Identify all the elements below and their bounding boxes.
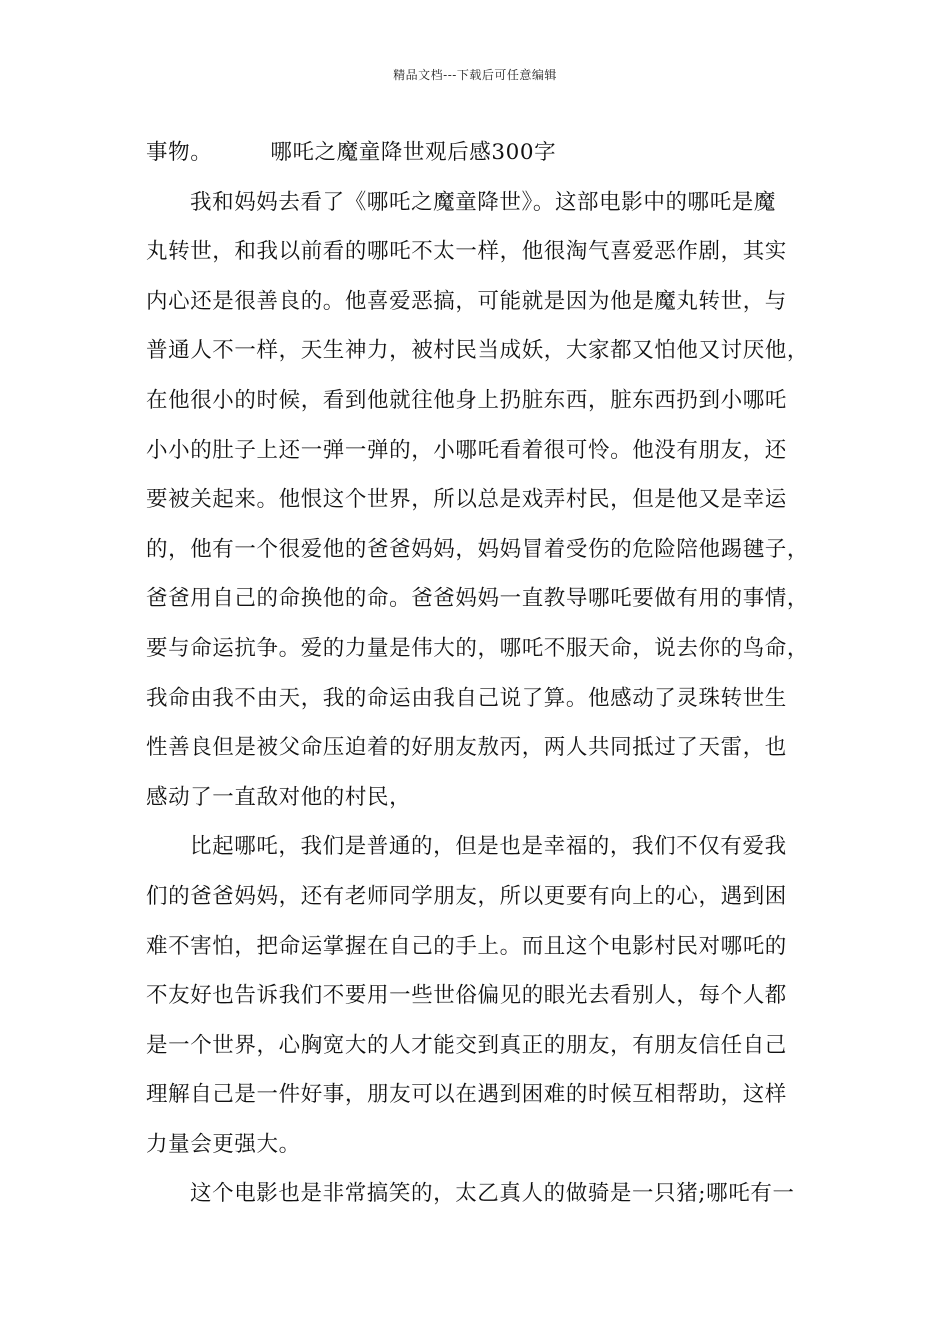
paragraph-line: 普通人不一样，天生神力，被村民当成妖，大家都又怕他又讨厌他， [146,338,810,364]
paragraph-line: 们的爸爸妈妈，还有老师同学朋友，所以更要有向上的心，遇到困 [146,883,787,909]
page-header: 精品文档---下载后可任意编辑 [393,68,557,82]
paragraph-line: 的，他有一个很爱他的爸爸妈妈，妈妈冒着受伤的危险陪他踢毽子， [146,536,810,562]
paragraph-line: 理解自己是一件好事，朋友可以在遇到困难的时候互相帮助，这样 [146,1082,787,1108]
paragraph-line: 小小的肚子上还一弹一弹的，小哪吒看着很可怜。他没有朋友，还 [146,437,787,463]
essay-title: 哪吒之魔童降世观后感300字 [270,140,557,165]
paragraph-line: 感动了一直敌对他的村民， [146,784,412,810]
paragraph-line: 比起哪吒，我们是普通的，但是也是幸福的，我们不仅有爱我 [190,834,787,860]
title-line [146,128,806,178]
paragraph-line: 我和妈妈去看了《哪吒之魔童降世》。这部电影中的哪吒是魔 [190,189,776,215]
paragraph-line: 难不害怕，把命运掌握在自己的手上。而且这个电影村民对哪吒的 [146,933,787,959]
paragraph-line: 性善良但是被父命压迫着的好朋友敖丙，两人共同抵过了天雷，也 [146,735,787,761]
paragraph-line: 力量会更强大。 [146,1131,301,1157]
paragraph-line: 这个电影也是非常搞笑的，太乙真人的做骑是一只猪;哪吒有一 [190,1181,795,1207]
paragraph-line: 要与命运抗争。爱的力量是伟大的，哪吒不服天命，说去你的鸟命， [146,635,810,661]
paragraph-line: 是一个世界，心胸宽大的人才能交到真正的朋友，有朋友信任自己 [146,1032,787,1058]
line-prefix: 事物。 [146,140,213,165]
paragraph-line: 在他很小的时候，看到他就往他身上扔脏东西，脏东西扔到小哪吒 [146,387,787,413]
document-body [146,128,810,1219]
paragraph-line: 爸爸用自己的命换他的命。爸爸妈妈一直教导哪吒要做有用的事情， [146,586,810,612]
paragraph-line: 我命由我不由天，我的命运由我自己说了算。他感动了灵珠转世生 [146,685,787,711]
paragraph-line: 不友好也告诉我们不要用一些世俗偏见的眼光去看别人，每个人都 [146,983,787,1009]
paragraph-line: 内心还是很善良的。他喜爱恶搞，可能就是因为他是魔丸转世，与 [146,288,787,314]
paragraph-line: 丸转世，和我以前看的哪吒不太一样，他很淘气喜爱恶作剧，其实 [146,239,787,265]
paragraph-line: 要被关起来。他恨这个世界，所以总是戏弄村民，但是他又是幸运 [146,487,787,513]
